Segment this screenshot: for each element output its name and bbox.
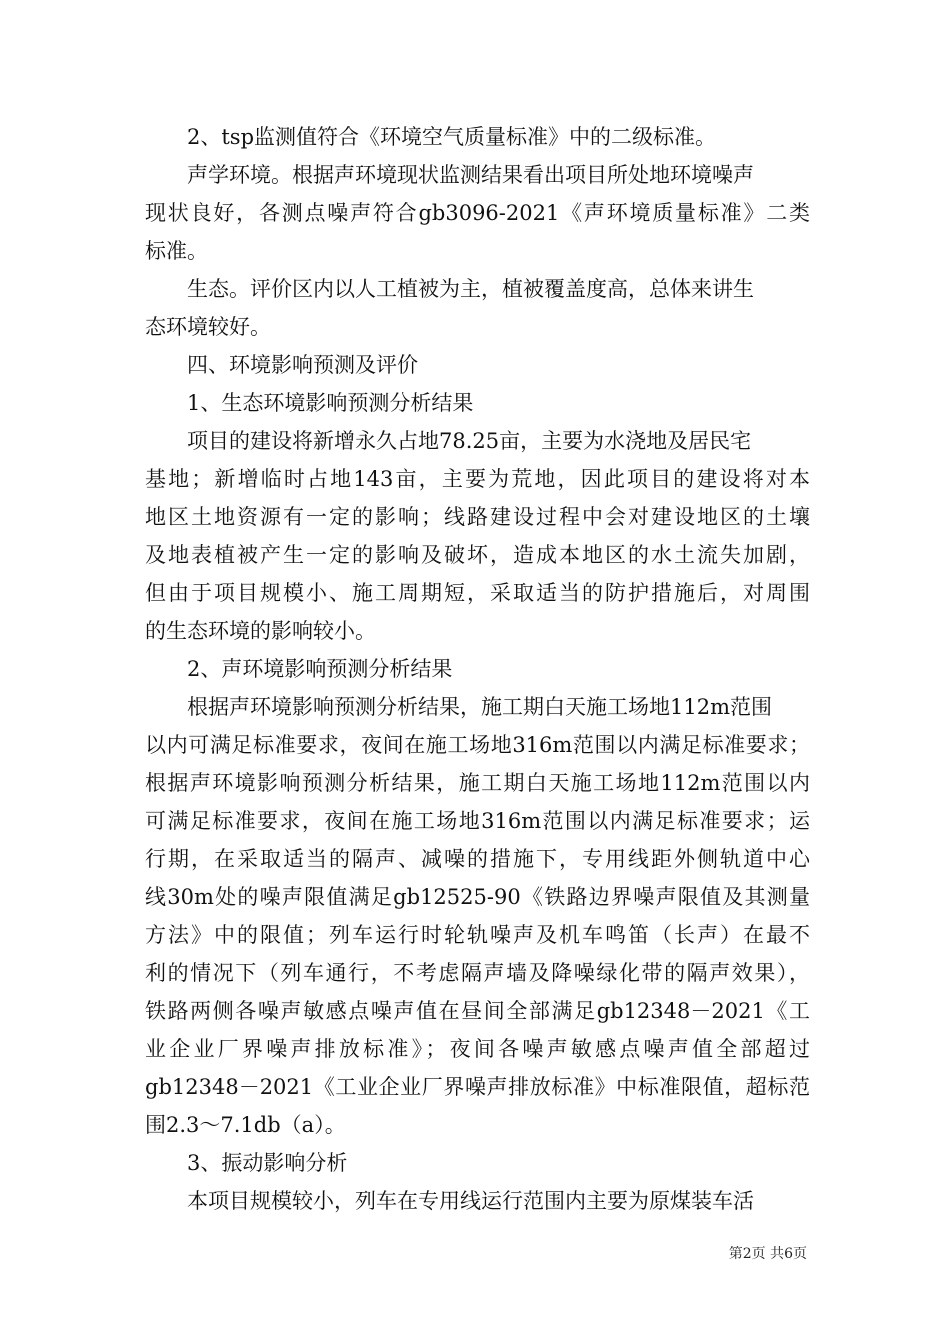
paragraph-line: 围2.3～7.1db（a）。	[145, 1113, 346, 1137]
paragraph-line: 行期，在采取适当的隔声、减噪的措施下，专用线距外侧轨道中心	[145, 847, 810, 871]
paragraph-line: 基地；新增临时占地143亩，主要为荒地，因此项目的建设将对本	[145, 467, 810, 491]
paragraph-line: 线30m处的噪声限值满足gb12525-90《铁路边界噪声限值及其测量	[145, 885, 810, 909]
page-number: 第2页 共6页	[728, 1246, 807, 1262]
paragraph-line: 利的情况下（列车通行，不考虑隔声墙及降噪绿化带的隔声效果），	[145, 961, 810, 985]
paragraph-line: 项目的建设将新增永久占地78.25亩，主要为水浇地及居民宅	[187, 429, 752, 453]
paragraph-line: 根据声环境影响预测分析结果，施工期白天施工场地112m范围以内	[145, 771, 810, 795]
paragraph-line: 根据声环境影响预测分析结果，施工期白天施工场地112m范围	[187, 695, 772, 719]
paragraph-line: 生态。评价区内以人工植被为主，植被覆盖度高，总体来讲生	[187, 277, 754, 301]
paragraph-line: 方法》中的限值；列车运行时轮轨噪声及机车鸣笛（长声）在最不	[145, 923, 810, 947]
paragraph-line: 但由于项目规模小、施工周期短，采取适当的防护措施后，对周围	[145, 581, 810, 605]
paragraph-line: 铁路两侧各噪声敏感点噪声值在昼间全部满足gb12348－2021《工	[145, 999, 810, 1023]
document-body	[145, 118, 810, 1220]
subsection-heading: 2、声环境影响预测分析结果	[187, 657, 453, 681]
section-heading: 四、环境影响预测及评价	[187, 353, 418, 377]
paragraph-line: 本项目规模较小，列车在专用线运行范围内主要为原煤装车活	[187, 1189, 754, 1213]
paragraph-line: 声学环境。根据声环境现状监测结果看出项目所处地环境噪声	[187, 163, 754, 187]
subsection-heading: 1、生态环境影响预测分析结果	[187, 391, 474, 415]
paragraph-line: 态环境较好。	[145, 315, 271, 339]
subsection-heading: 3、振动影响分析	[187, 1151, 348, 1175]
paragraph-line: 的生态环境的影响较小。	[145, 619, 376, 643]
paragraph-line: 标准。	[145, 239, 208, 263]
paragraph-line: 及地表植被产生一定的影响及破坏，造成本地区的水土流失加剧，	[145, 543, 810, 567]
paragraph-line: 可满足标准要求，夜间在施工场地316m范围以内满足标准要求；运	[145, 809, 810, 833]
paragraph-line: gb12348－2021《工业企业厂界噪声排放标准》中标准限值，超标范	[145, 1075, 810, 1099]
paragraph-line: 地区土地资源有一定的影响；线路建设过程中会对建设地区的土壤	[145, 505, 810, 529]
paragraph-line: 业企业厂界噪声排放标准》；夜间各噪声敏感点噪声值全部超过	[145, 1037, 810, 1061]
paragraph-line: 现状良好，各测点噪声符合gb3096-2021《声环境质量标准》二类	[145, 201, 810, 225]
paragraph-line: 以内可满足标准要求，夜间在施工场地316m范围以内满足标准要求；	[145, 733, 810, 757]
paragraph-line: 2、tsp监测值符合《环境空气质量标准》中的二级标准。	[187, 125, 717, 149]
